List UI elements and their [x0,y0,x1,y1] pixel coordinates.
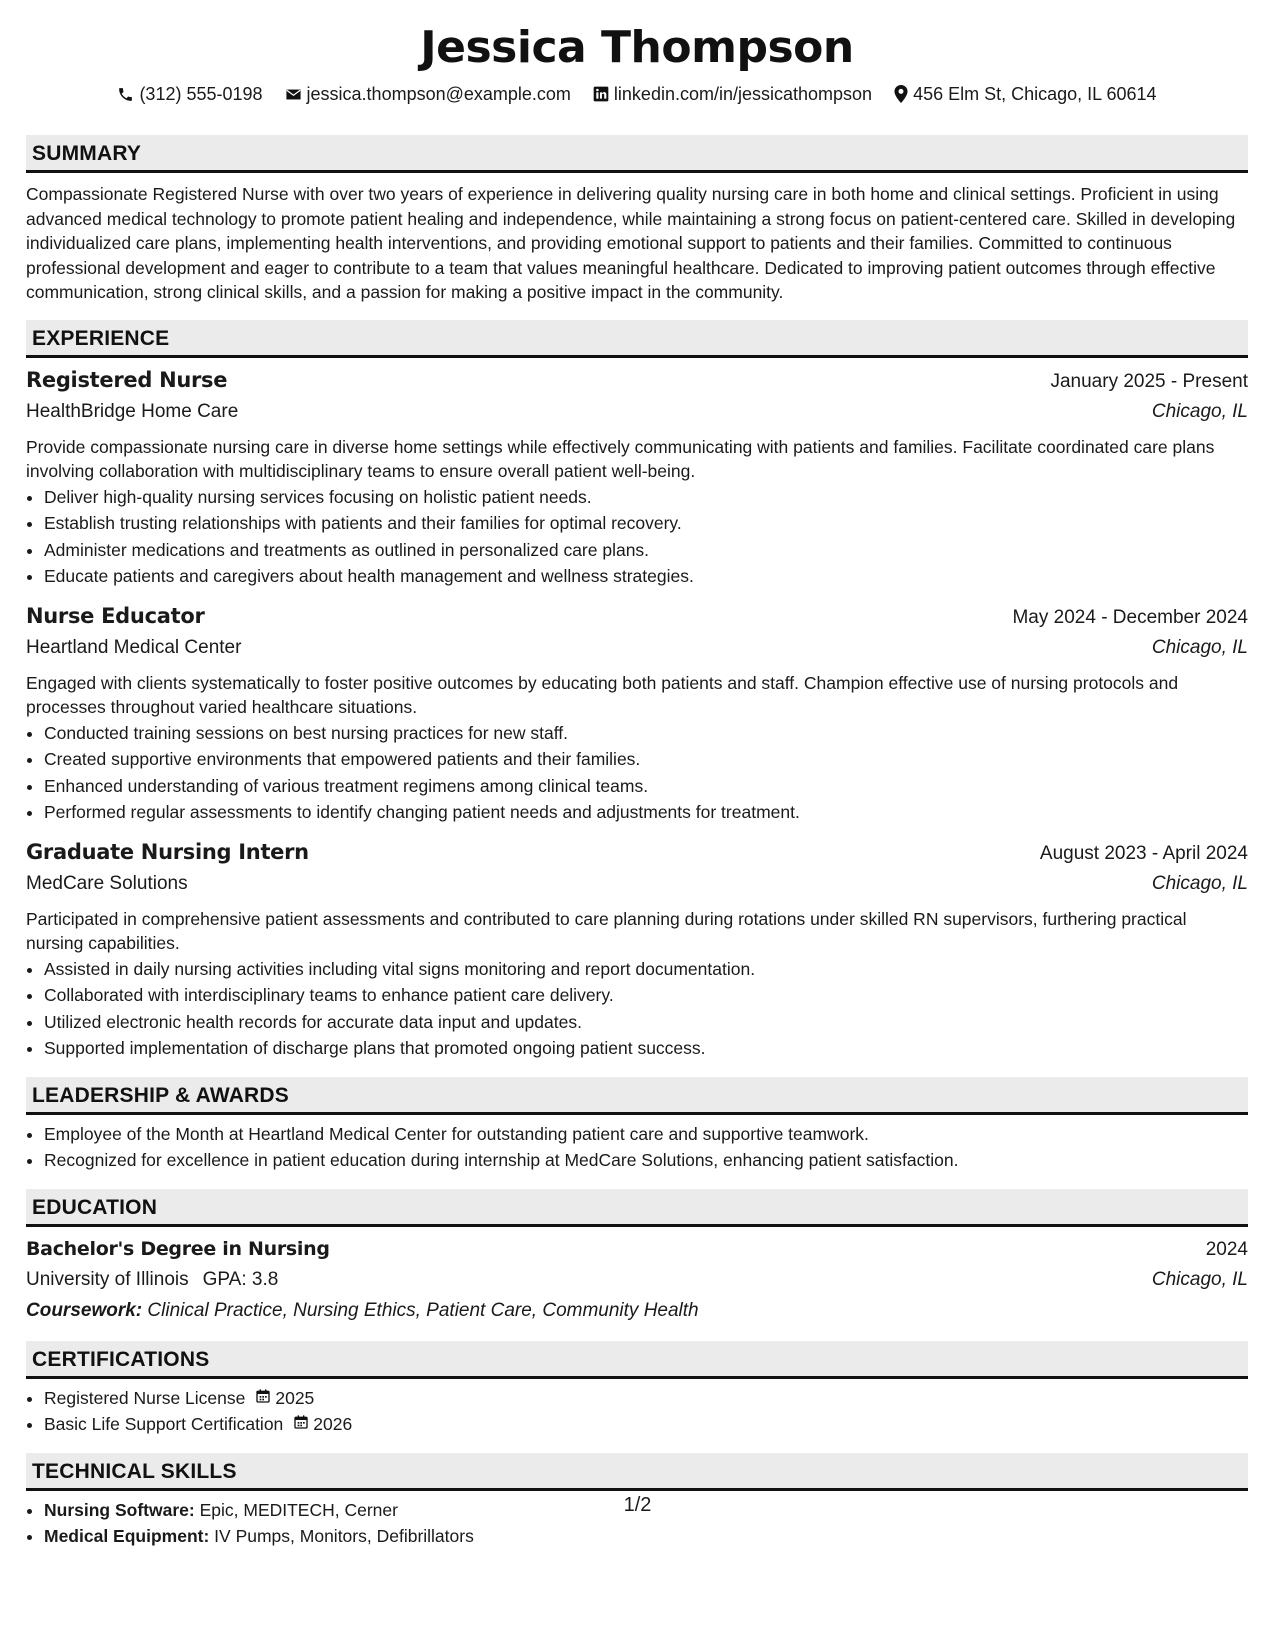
certification-year: 2025 [275,1387,315,1408]
school-line [26,1264,278,1296]
job-location: Chicago, IL [1151,636,1248,658]
graduation-year: 2024 [1205,1238,1248,1260]
page-number: 1/2 [623,1494,652,1516]
list-item [44,1411,1248,1438]
gpa: GPA: 3.8 [202,1268,279,1290]
list-item: • Administer medications and treatments as outlined in personalized care plans. [44,537,1248,564]
email-text[interactable]: jessica.thompson@example.com [306,84,571,104]
job-location: Chicago, IL [1151,400,1248,422]
list-item: • Deliver high-quality nursing services focusing on holistic patient needs. [44,484,1248,511]
job-dates: January 2025 - Present [1050,370,1248,392]
certification-year: 2026 [313,1414,353,1434]
list-item: • Educate patients and caregivers about health management and wellness strategies. [44,563,1248,590]
skill-value: Epic, MEDITECH, Cerner [199,1499,398,1520]
coursework [26,1296,1248,1326]
coursework-label: Coursework: [26,1299,143,1321]
list-item [44,1523,1248,1550]
calendar-icon [293,1411,309,1438]
list-item: • Created supportive environments that empowered patients and their families. [44,746,1248,773]
skills-heading: TECHNICAL SKILLS [26,1453,1248,1491]
job-dates: August 2023 - April 2024 [1039,842,1248,864]
certification-name: Basic Life Support Certification [44,1414,284,1434]
job-description: Participated in comprehensive patient assessments and contributed to care planning during rotations under skilled RN supervisors, furthering practical nursing capabilities. [26,908,1187,953]
summary-text: Compassionate Registered Nurse with over two years of experience in delivering quality nursing care in both home and clinical settings. Proficient in using advanced medical technology to promote patient healing and independence, while maintaining a strong focus on patient-centered care. Skilled in developing individualized care plans, implementing health interventions, and providing emotional support to patients and their families. Committed to continuous professional development and eager to contribute to a team that values meaningful healthcare. Dedicated to improving patient outcomes through effective communication, strong clinical skills, and a passion for making a positive impact in the community. [26,184,1236,302]
list-item: • Employee of the Month at Heartland Medical Center for outstanding patient care and supportive teamwork. [44,1121,1248,1148]
degree: Bachelor's Degree in Nursing [26,1237,330,1260]
job-bullets [26,720,1248,826]
list-item: • Enhanced understanding of various treatment regimens among clinical teams. [44,773,1248,800]
job-company: MedCare Solutions [26,872,188,894]
phone-icon [117,86,134,103]
list-item: • Collaborated with interdisciplinary teams to enhance patient care delivery. [44,982,1248,1009]
job-description: Provide compassionate nursing care in diverse home settings while effectively communicating with patients and families. Facilitate coordinated care plans involving collaboration with multidisciplinary teams to ensure overall patient well-being. [26,436,1215,481]
linkedin-text[interactable]: linkedin.com/in/jessicathompson [613,84,873,104]
address-text: 456 Elm St, Chicago, IL 60614 [913,84,1157,104]
job-bullets [26,484,1248,590]
resume-content [26,18,1248,1550]
coursework-list: Clinical Practice, Nursing Ethics, Patient Care, Community Health [147,1299,699,1321]
leadership-heading: LEADERSHIP & AWARDS [26,1077,1248,1115]
skill-value: IV Pumps, Monitors, Defibrillators [214,1526,474,1546]
job-title: Graduate Nursing Intern [26,839,309,864]
certifications-heading: CERTIFICATIONS [26,1341,1248,1379]
job-title: Registered Nurse [26,367,228,392]
leadership-list [26,1121,1248,1174]
skill-label: Medical Equipment: [44,1526,210,1546]
list-item: • Utilized electronic health records for accurate data input and updates. [44,1009,1248,1036]
list-item [44,1385,1248,1412]
summary-heading: SUMMARY [26,135,1248,173]
contact-address [894,81,1156,107]
skill-label: Nursing Software: [44,1499,195,1520]
contact-phone [117,81,262,107]
location-pin-icon [894,85,908,103]
list-item: • Conducted training sessions on best nursing practices for new staff. [44,720,1248,747]
candidate-name: Jessica Thompson [420,22,854,73]
list-item: • Establish trusting relationships with patients and their families for optimal recovery. [44,510,1248,537]
job-bullets [26,956,1248,1062]
education-entry [26,1235,1248,1326]
email-icon [285,86,302,103]
contact-email[interactable] [285,81,571,107]
job-entry [26,602,1248,826]
education-heading: EDUCATION [26,1189,1248,1227]
job-location: Chicago, IL [1151,872,1248,894]
list-item: • Assisted in daily nursing activities including vital signs monitoring and report documentation. [44,956,1248,983]
contact-linkedin[interactable] [593,81,872,107]
job-entry [26,838,1248,1062]
list-item: • Performed regular assessments to identify changing patient needs and adjustments for treatment. [44,799,1248,826]
experience-heading: EXPERIENCE [26,320,1248,358]
job-company: Heartland Medical Center [26,636,242,658]
calendar-icon [255,1385,271,1412]
job-company: HealthBridge Home Care [26,400,239,422]
phone-text: (312) 555-0198 [139,84,263,104]
linkedin-icon [593,86,609,102]
list-item: • Supported implementation of discharge plans that promoted ongoing patient success. [44,1035,1248,1062]
certifications-list [26,1385,1248,1438]
job-dates: May 2024 - December 2024 [1012,606,1248,628]
job-entry [26,366,1248,590]
job-title: Nurse Educator [26,603,205,628]
job-description: Engaged with clients systematically to foster positive outcomes by educating both patients and staff. Champion effective use of nursing protocols and processes throughout varied healthcare situations. [26,672,1179,717]
list-item: • Recognized for excellence in patient education during internship at MedCare Solutions, enhancing patient satisfaction. [44,1147,1248,1174]
school-name: University of Illinois [26,1268,189,1290]
certification-name: Registered Nurse License [44,1387,246,1408]
contact-bar [26,81,1248,107]
school-location: Chicago, IL [1151,1268,1248,1290]
